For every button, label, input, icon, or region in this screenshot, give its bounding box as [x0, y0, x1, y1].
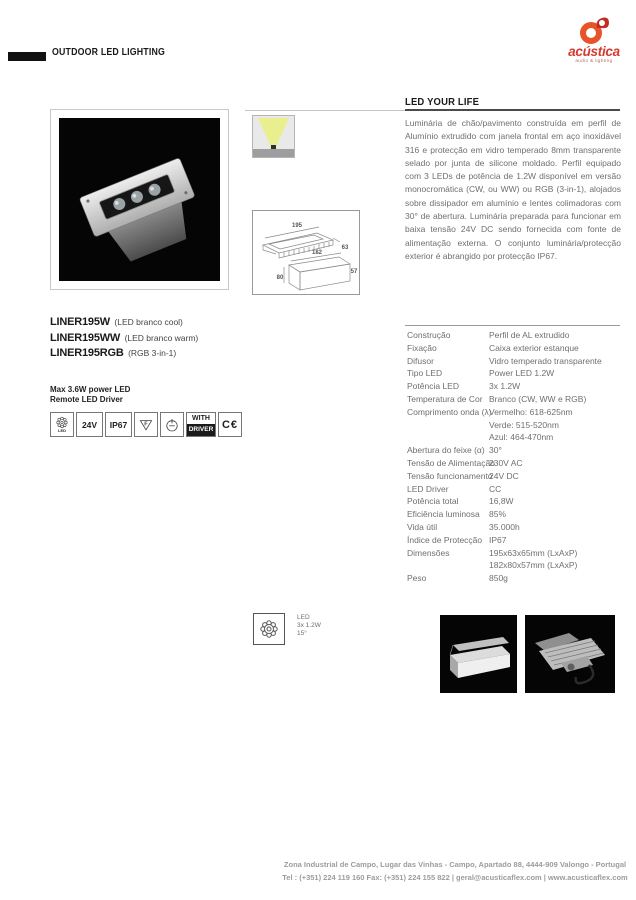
spec-value: 230V AC: [489, 457, 523, 468]
certification-badge-row: [50, 412, 242, 437]
spec-row: [407, 509, 629, 522]
category-bar: [8, 52, 46, 61]
spec-value: 24V DC: [489, 470, 519, 481]
spec-label: Comprimento onda (λ): [407, 406, 492, 417]
spec-row: [407, 548, 629, 561]
spec-label: Temperatura de Cor: [407, 393, 483, 404]
spec-label: Abertura do feixe (α): [407, 445, 485, 456]
spec-value: 850g: [489, 573, 508, 584]
spec-label: Construção: [407, 330, 451, 340]
spec-value: Vermelho: 618-625nm: [489, 406, 573, 417]
spec-label: Índice de Protecção: [407, 534, 483, 545]
intro-title: LED YOUR LIFE: [405, 96, 480, 108]
led-gear-icon: [259, 619, 279, 639]
spec-value: Branco (CW, WW e RGB): [489, 393, 587, 404]
badge-class-symbol: [160, 412, 184, 437]
spec-row: [407, 368, 629, 381]
dim-top-height: 63: [341, 245, 349, 251]
power-note-line: Max 3.6W power LED: [50, 385, 131, 394]
housing-photo-render: [440, 615, 517, 693]
spec-value: 85%: [489, 509, 507, 520]
spec-value: IP67: [489, 534, 507, 545]
spec-value: 30°: [489, 445, 502, 456]
spec-row: [407, 394, 629, 407]
power-note-line: Remote LED Driver: [50, 395, 123, 404]
spec-label: Peso: [407, 573, 427, 584]
dim-bottom-depth: 57: [350, 269, 358, 275]
dimensions-drawing-svg: [253, 211, 359, 294]
spec-value: Azul: 464-470nm: [489, 432, 554, 443]
detail-photo-underside: [525, 615, 615, 693]
spec-row: [407, 356, 629, 369]
spec-value: 182x80x57mm (LxAxP): [489, 560, 578, 571]
led-detail-line: 15°: [297, 630, 307, 637]
spec-row: [407, 458, 629, 471]
dim-top-length: 195: [291, 223, 303, 229]
product-name-list: [50, 314, 198, 361]
brand-swirl-icon: [576, 14, 612, 44]
brand-tagline: audio & lighting: [575, 58, 613, 63]
spec-label: Fixação: [407, 342, 437, 353]
footer-address: Zona Industrial de Campo, Lugar das Vinhas - Campo, Apartado 88, 4444-909 Valongo - Portugal: [283, 860, 627, 869]
badge-f-mark: [134, 412, 158, 437]
category-label: OUTDOOR LED LIGHTING: [52, 47, 166, 58]
with-driver-bottom-label: DRIVER: [187, 424, 215, 436]
dimensions-drawing: [252, 210, 360, 295]
badge-with-driver: [186, 412, 216, 437]
with-driver-top-label: WITH: [187, 413, 215, 424]
product-name-row: [50, 345, 198, 361]
spec-label: Potência total: [407, 496, 459, 507]
spec-label: Difusor: [407, 355, 434, 366]
led-detail-line: LED: [297, 614, 310, 621]
footer-contacts: Tel : (+351) 224 119 160 Fax: (+351) 224 155 822 | geral@acusticaflex.com | www.acusticaflex.com: [282, 872, 628, 882]
spec-label: Vida útil: [407, 521, 438, 532]
led-detail-text: [297, 614, 321, 638]
badge-led-label: LED: [58, 428, 66, 433]
spec-label: Tensão de Alimentação: [407, 457, 495, 468]
spec-row: [407, 381, 629, 394]
product-variant: (LED branco warm): [124, 332, 199, 343]
spec-value: 3x 1.2W: [489, 381, 521, 392]
spec-row: [407, 330, 629, 343]
spec-row: [407, 432, 629, 445]
dim-bottom-height: 80: [276, 275, 284, 281]
footer: [270, 859, 636, 884]
product-variant: (LED branco cool): [114, 317, 183, 327]
underside-photo-render: [525, 615, 615, 693]
beam-ground-strip: [253, 149, 294, 157]
spec-row: [407, 471, 629, 484]
badge-ip67: IP67: [105, 412, 132, 437]
spec-value: 16,8W: [489, 496, 514, 507]
badge-led: [50, 412, 74, 437]
spec-row: [407, 445, 629, 458]
spec-row: [407, 522, 629, 535]
f-triangle-icon: [138, 417, 154, 433]
led-detail-box: [253, 613, 285, 645]
spec-row: [407, 484, 629, 497]
spec-label: Dimensões: [407, 547, 450, 558]
spec-value: Caixa exterior estanque: [489, 342, 579, 353]
spec-label: Tensão funcionamento: [407, 470, 493, 481]
spec-row: [407, 407, 629, 420]
spec-value: Verde: 515-520nm: [489, 419, 559, 430]
spec-value: Perfil de AL extrudido: [489, 330, 570, 340]
product-name: LINER195RGB: [50, 347, 124, 359]
product-name: LINER195WW: [50, 331, 121, 344]
spec-label: Eficiência luminosa: [407, 509, 480, 520]
product-photo-render: [59, 118, 220, 281]
product-photo: [59, 118, 220, 281]
spec-table: [407, 330, 629, 586]
brand-logo: [556, 14, 632, 63]
spec-label: Tipo LED: [407, 368, 443, 379]
spec-row: [407, 573, 629, 586]
spec-value: 35.000h: [489, 521, 520, 532]
beam-pictogram: [252, 115, 295, 158]
spec-row: [407, 420, 629, 433]
spec-label: LED Driver: [407, 483, 449, 494]
spec-value: 195x63x65mm (LxAxP): [489, 547, 578, 558]
spec-table-rule: [405, 325, 620, 326]
dim-bottom-length: 182: [311, 250, 323, 256]
badge-24v: 24V: [76, 412, 103, 437]
header-rule-dark: [405, 109, 620, 111]
detail-photo-housing: [440, 615, 517, 693]
badge-ce-mark: C€: [218, 412, 242, 437]
spec-row: [407, 535, 629, 548]
power-notes: [50, 385, 130, 405]
product-name: LINER195W: [50, 316, 110, 328]
spec-value: Power LED 1.2W: [489, 368, 555, 379]
spec-value: CC: [489, 483, 502, 494]
f-mark-letter: F: [144, 420, 148, 427]
spec-row: [407, 496, 629, 509]
spec-label: Potência LED: [407, 381, 459, 392]
led-detail-line: 3x 1.2W: [297, 622, 321, 629]
spec-row: [407, 560, 629, 573]
spec-value: Vidro temperado transparente: [489, 355, 602, 366]
brand-name: acústica: [568, 44, 620, 59]
intro-description: Luminária de chão/pavimento construída em perfil de Alumínio extrudido com janela frontal em aço inoxidável 316 e protecção em vidro temperado 8mm transparente selado por junta de silicone moldado. Perfil equipado com 3 LEDs de potência de 1.2W disponível em versão monocromática (CW, ou WW) ou RGB (3-in-1), alojados sobre dissipador em alumínio e lentes colimadoras com 30° de abertura. Luminária preparada para funcionar em baixa tensão 24V DC sendo fornecida com fonte de alimentação externa. O conjunto luminária/protecção exterior é abrangido por protecção IP67.: [405, 118, 621, 261]
product-variant: (RGB 3-in-1): [128, 348, 177, 358]
class-symbol-icon: [164, 417, 180, 433]
spec-row: [407, 343, 629, 356]
product-photo-frame: [50, 109, 229, 290]
